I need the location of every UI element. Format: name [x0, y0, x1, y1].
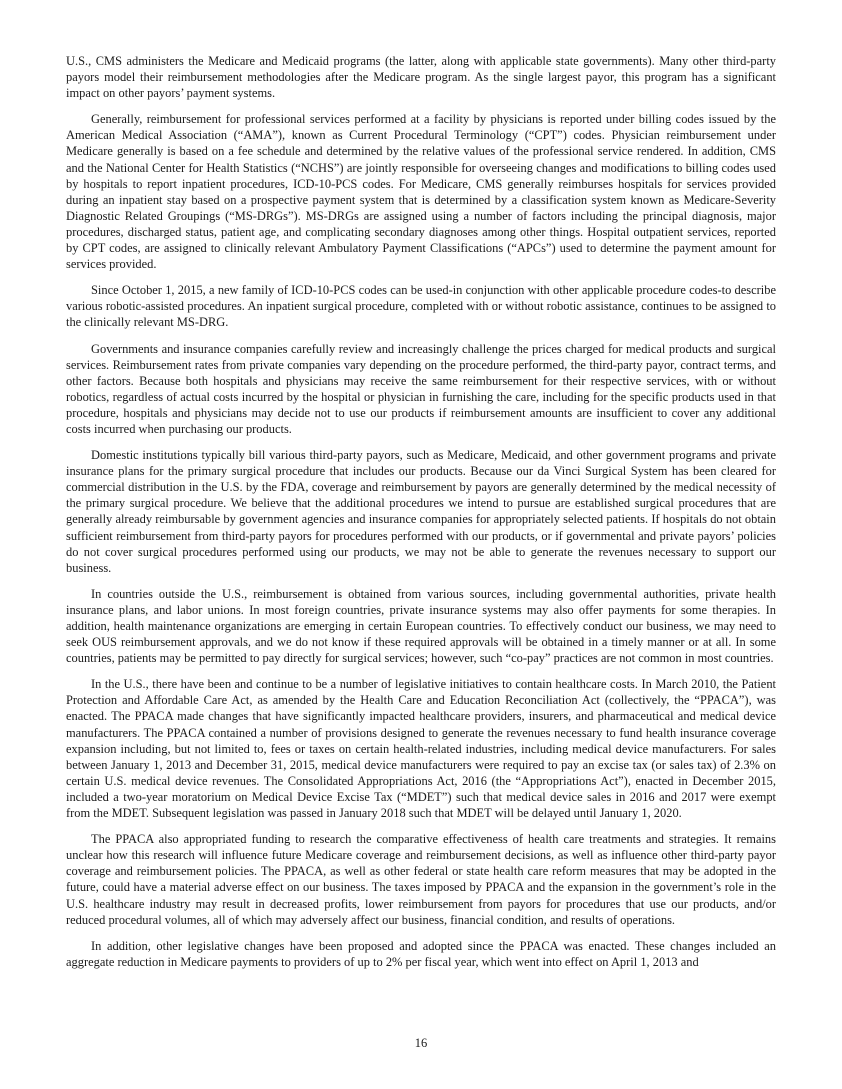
paragraph: In addition, other legislative changes have been proposed and adopted since the PPACA was enacted. These changes included an aggregate reduction in Medicare payments to providers of up to 2% per fiscal year, which went into effect on April 1, 2013 and	[66, 938, 776, 969]
paragraph: U.S., CMS administers the Medicare and Medicaid programs (the latter, along with applicable state governments). Many other third-party payors model their reimbursement methodologies after the Medicare program. As the single largest payor, this program has a significant impact on other payors’ payment systems.	[66, 54, 776, 101]
document-body	[66, 53, 776, 980]
paragraph: The PPACA also appropriated funding to research the comparative effectiveness of health care treatments and strategies. It remains unclear how this research will influence future Medicare coverage and reimbursement decisions, as well as influence other third-party payor coverage and reimbursement policies. The PPACA, as well as other federal or state health care reform measures that may be adopted in the future, could have a material adverse effect on our business. The taxes imposed by PPACA and the expansion in the government’s role in the U.S. healthcare industry may result in decreased profits, lower reimbursement from payors for procedures that use our products, and/or reduced procedural volumes, all of which may adversely affect our business, financial condition, and results of operations.	[66, 832, 776, 927]
paragraph: In the U.S., there have been and continue to be a number of legislative initiatives to contain healthcare costs. In March 2010, the Patient Protection and Affordable Care Act, as amended by the Health Care and Education Reconciliation Act (collectively, the “PPACA”), was enacted. The PPACA made changes that have significantly impacted healthcare providers, insurers, and pharmaceutical and medical device manufacturers. The PPACA contained a number of provisions designed to generate the revenues necessary to fund health insurance coverage expansion including, but not limited to, fees or taxes on certain health-related industries, including medical device manufacturers. For sales between January 1, 2013 and December 31, 2015, medical device manufacturers were required to pay an excise tax (or sales tax) of 2.3% on certain U.S. medical device revenues. The Consolidated Appropriations Act, 2016 (the “Appropriations Act”), enacted in December 2015, included a two-year moratorium on Medical Device Excise Tax (“MDET”) such that medical device sales in 2016 and 2017 were exempt from the MDET. Subsequent legislation was passed in January 2018 such that MDET will be delayed until January 1, 2020.	[66, 677, 776, 821]
paragraph: Governments and insurance companies carefully review and increasingly challenge the prices charged for medical products and surgical services. Reimbursement rates from private companies vary depending on the procedure performed, the third-party payor, contract terms, and other factors. Because both hospitals and physicians may receive the same reimbursement for their respective services, with or without robotics, regardless of actual costs incurred by the hospital or physician in furnishing the care, including for the specific products used in that procedure, hospitals and physicians may decide not to use our products if reimbursement amounts are insufficient to cover any additional costs incurred when purchasing our products.	[66, 341, 776, 436]
paragraph: Since October 1, 2015, a new family of ICD-10-PCS codes can be used-in conjunction with other applicable procedure codes-to describe various robotic-assisted procedures. An inpatient surgical procedure, completed with or without robotic assistance, continues to be assigned to the clinically relevant MS-DRG.	[66, 283, 776, 330]
paragraph: Generally, reimbursement for professional services performed at a facility by physicians is reported under billing codes issued by the American Medical Association (“AMA”), known as Current Procedural Terminology (“CPT”) codes. Physician reimbursement under Medicare generally is based on a fee schedule and determined by the relative values of the professional service rendered. In addition, CMS and the National Center for Health Statistics (“NCHS”) are jointly responsible for overseeing changes and modifications to billing codes used by hospitals to report inpatient procedures, ICD-10-PCS codes. For Medicare, CMS generally reimburses hospitals for services provided during an inpatient stay based on a prospective payment system that is determined by a classification system known as Medicare-Severity Diagnostic Related Groupings (“MS-DRGs”). MS-DRGs are assigned using a number of factors including the principal diagnosis, major procedures, discharged status, patient age, and complicating secondary diagnoses among other things. Hospital outpatient services, reported by CPT codes, are assigned to clinically relevant Ambulatory Payment Classifications (“APCs”) used to determine the payment amount for services provided.	[66, 112, 776, 272]
page-number: 16	[414, 1036, 428, 1050]
paragraph: Domestic institutions typically bill various third-party payors, such as Medicare, Medicaid, and other government programs and private insurance plans for the primary surgical procedure that includes our products. Because our da Vinci Surgical System has been cleared for commercial distribution in the U.S. by the FDA, coverage and reimbursement by payors are generally determined by the medical necessity of the primary surgical procedure. We believe that the additional procedures we intend to pursue are established surgical procedures that are generally already reimbursable by government agencies and insurance companies for appropriately selected patients. If hospitals do not obtain sufficient reimbursement from third-party payors for procedures performed with our products, or if governmental and private payors’ policies do not cover surgical procedures performed using our products, we may not be able to generate the revenues necessary to support our business.	[66, 448, 776, 575]
paragraph: In countries outside the U.S., reimbursement is obtained from various sources, including governmental authorities, private health insurance plans, and labor unions. In most foreign countries, private insurance systems may also offer payments for some therapies. In addition, health maintenance organizations are emerging in certain European countries. To effectively conduct our business, we may need to seek OUS reimbursement approvals, and we do not know if these required approvals will be obtained in a timely manner or at all. In some countries, patients may be permitted to pay directly for surgical services; however, such “co-pay” practices are not common in most countries.	[66, 586, 776, 666]
